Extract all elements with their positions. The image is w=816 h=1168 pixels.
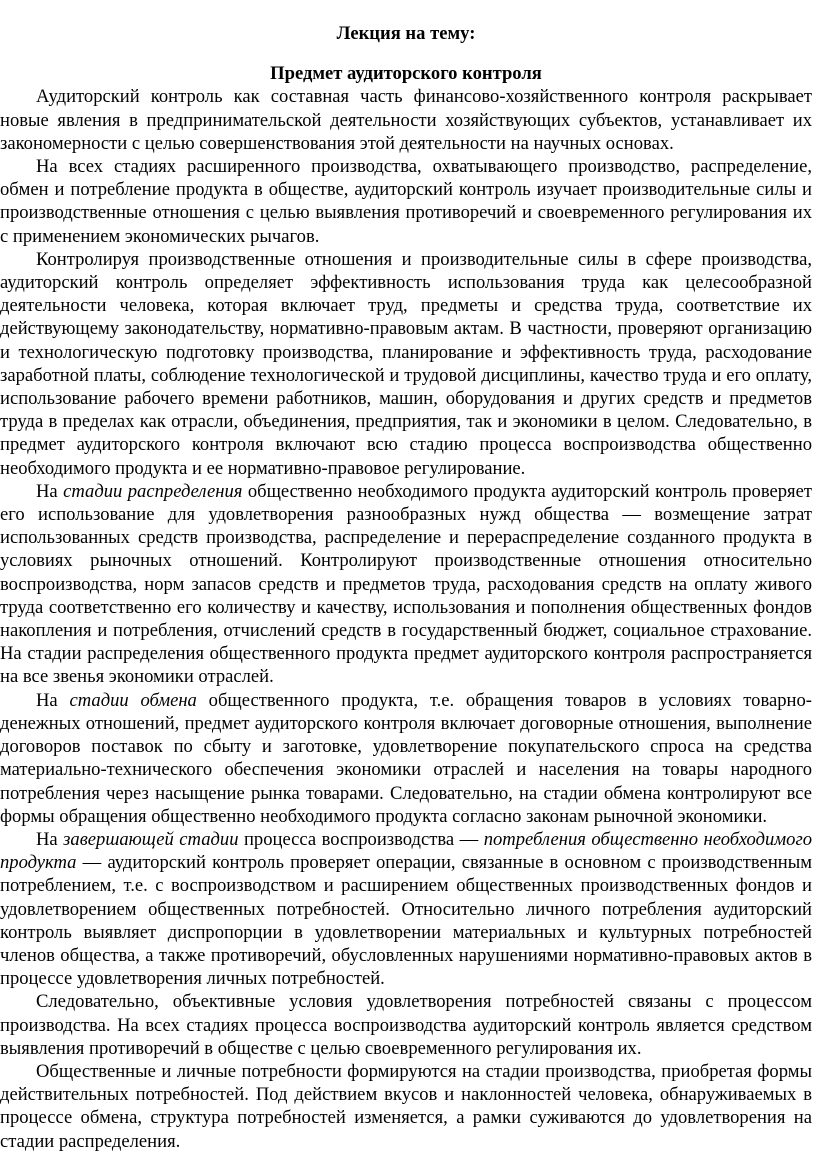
- lecture-heading: Лекция на тему:: [336, 23, 476, 44]
- paragraph-5-emphasis: стадии обмена: [69, 689, 197, 711]
- paragraph-6: [0, 828, 812, 990]
- paragraph-5-lead: На: [36, 689, 70, 711]
- paragraph-6-middle: процесса воспроизводства —: [238, 828, 484, 850]
- paragraph-7: Следовательно, объективные условия удовлетворения потребностей связаны с процессом производства. На всех стадиях процесса воспроизводства аудиторский контроль является средством выявления противоречий в обществе с целью своевременного регулирования их.: [0, 991, 812, 1059]
- paragraph-8: Общественные и личные потребности формируются на стадии производства, приобретая формы действительных потребностей. Под действием вкусов и наклонностей человека, обнаруживаемых в процессе обмена, структура потребностей изменяется, а рамки суживаются до удовлетворения на стадии распределения.: [0, 1060, 812, 1152]
- paragraph-4-emphasis: стадии распределения: [63, 480, 243, 502]
- paragraph-6-emphasis-2: потребления общественно необходимого продукта: [0, 828, 812, 874]
- paragraph-6-emphasis-1: завершающей стадии: [63, 828, 239, 850]
- lecture-title: Предмет аудиторского контроля: [270, 63, 542, 85]
- paragraph-4: [0, 480, 812, 689]
- paragraph-3: Контролируя производственные отношения и производительные силы в сфере производства, аудиторский контроль определяет эффективность использования труда как целесообразной деятельности человека, которая включает труд, предметы и средства труда, соответствие их действующему законодательству, нормативно-правовым актам. В частности, проверяют организацию и технологическую подготовку производства, планирование и эффективность труда, расходование заработной платы, соблюдение технологической и трудовой дисциплины, качество труда и его оплату, использование рабочего времени работников, машин, оборудования и других средств и предметов труда в пределах как отрасли, объединения, предприятия, так и экономики в целом. Следовательно, в предмет аудиторского контроля включают всю стадию процесса воспроизводства общественно необходимого продукта и ее нормативно-правовое регулирование.: [0, 248, 812, 479]
- paragraph-1: Аудиторский контроль как составная часть финансово-хозяйственного контроля раскрывает новые явления в предпринимательской деятельности хозяйствующих субъектов, устанавливает их закономерности с целью совершенствования этой деятельности на научных основах.: [0, 86, 812, 154]
- paragraph-6-lead: На: [36, 828, 64, 850]
- paragraph-4-body: общественно необходимого продукта аудиторский контроль проверяет его использование для удовлетворения разнообразных нужд общества — возмещение затрат использованных средств производства, распределение и перераспределение созданного продукта в условиях рыночных отношений. Контролируют производственные отношения относительно воспроизводства, норм запасов средств и предметов труда, расходования средств на оплату живого труда соответственно его количеству и качеству, использования и пополнения общественных фондов накопления и потребления, отчислений средств в государственный бюджет, социальное страхование. На стадии распределения общественного продукта предмет аудиторского контроля распространяется на все звенья экономики отраслей.: [0, 480, 812, 688]
- paragraph-6-body: — аудиторский контроль проверяет операции, связанные в основном с производственным потреблением, т.е. с воспроизводством и расширением общественных производственных фондов и удовлетворением общественных потребностей. Относительно личного потребления аудиторский контроль выявляет диспропорции в удовлетворении материальных и культурных потребностей членов общества, а также противоречий, обусловленных нарушениями нормативно-правовых актов в процессе удовлетворения личных потребностей.: [0, 852, 812, 990]
- paragraph-4-lead: На: [36, 480, 64, 502]
- paragraph-5: [0, 689, 812, 828]
- paragraph-2: На всех стадиях расширенного производства, охватывающего производство, распределение, обмен и потребление продукта в обществе, аудиторский контроль изучает производительные силы и производственные отношения с целью выявления противоречий и своевременного регулирования их с применением экономических рычагов.: [0, 156, 812, 247]
- paragraph-5-body: общественного продукта, т.е. обращения товаров в условиях товарно-денежных отношений, предмет аудиторского контроля включает договорные отношения, выполнение договоров поставок по сбыту и заготовке, удовлетворение покупательского спроса на средства материально-технического обеспечения экономики отраслей и населения на товары народного потребления через насыщение рынка товарами. Следовательно, на стадии обмена контролируют все формы обращения общественно необходимого продукта согласно законам рыночной экономики.: [0, 689, 812, 827]
